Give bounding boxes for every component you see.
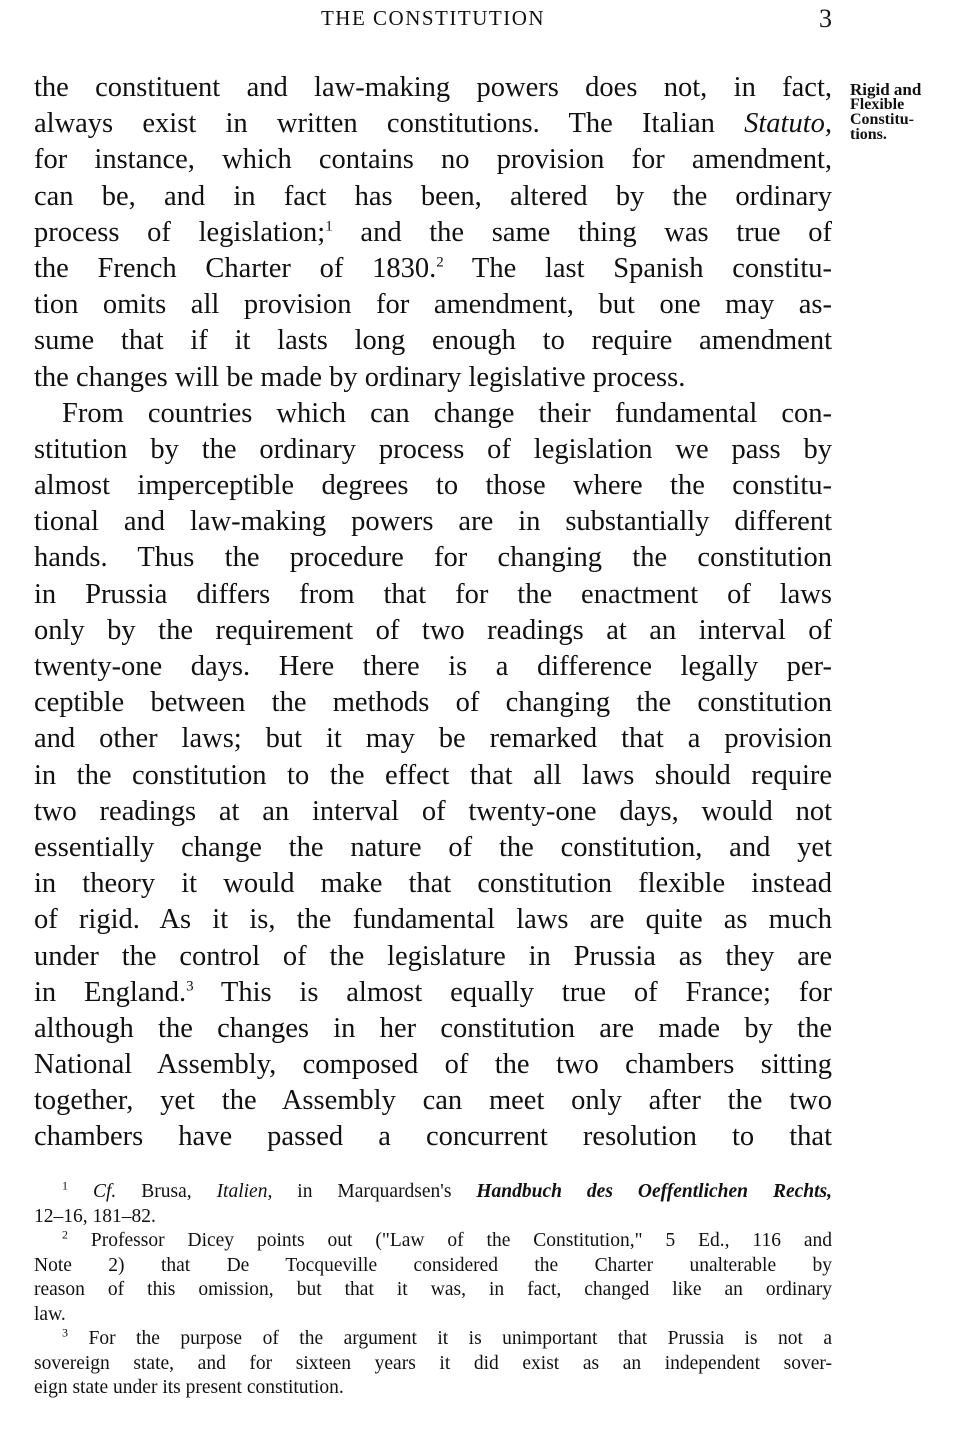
footnote-3 — [34, 1327, 832, 1352]
running-title: THE CONSTITUTION — [320, 6, 546, 30]
footnote-ref-2[interactable]: 2 — [436, 254, 444, 271]
body-text — [34, 70, 832, 1156]
footnote-italic: Handbuch des Oeffentlichen Rechts, — [476, 1181, 832, 1202]
body-line: although the changes in her constitution are made by the — [34, 1012, 832, 1044]
body-line-text: This is almost equally true of France; for — [193, 976, 832, 1008]
body-line — [34, 106, 832, 142]
body-line: only by the requirement of two readings at an interval of — [34, 614, 832, 646]
footnote-line: sovereign state, and for sixteen years it did exist as an independent sover- — [34, 1352, 832, 1374]
body-line: National Assembly, composed of the two chambers sitting — [34, 1049, 832, 1081]
margin-note-line: Flexible — [850, 96, 905, 113]
footnote-text: in Marquardsen's — [272, 1181, 477, 1202]
body-line — [34, 215, 832, 251]
body-line-text: in England. — [34, 976, 187, 1008]
footnote-italic: Italien, — [216, 1181, 273, 1202]
footnote-2 — [34, 1229, 832, 1254]
body-line: in Prussia differs from that for the enactment of laws — [34, 578, 832, 610]
footnote-mark: 2 — [62, 1227, 68, 1242]
body-line-text: and the same thing was true of — [332, 216, 832, 248]
body-line: almost imperceptible degrees to those where the constitu- — [34, 470, 832, 502]
body-line: essentially change the nature of the constitution, and yet — [34, 831, 832, 863]
body-line: can be, and in fact has been, altered by the ordinary — [34, 180, 832, 212]
margin-note — [850, 82, 962, 142]
footnote-text: Professor Dicey points out ("Law of the Constitution," 5 Ed., 116 and — [90, 1230, 833, 1251]
body-line: tional and law-making powers are in substantially different — [34, 506, 832, 538]
body-line-text: the French Charter of 1830. — [34, 252, 437, 284]
body-line: chambers have passed a concurrent resolution to that — [34, 1121, 832, 1153]
body-line: stitution by the ordinary process of legislation we pass by — [34, 433, 832, 465]
body-line: for instance, which contains no provision for amendment, — [34, 144, 832, 176]
body-line: in theory it would make that constitution flexible instead — [34, 868, 832, 900]
body-line: From countries which can change their fundamental con- — [62, 397, 832, 429]
body-line-text: The last Spanish constitu- — [443, 252, 832, 284]
footnote-line: eign state under its present constitution. — [34, 1377, 344, 1398]
body-line — [34, 251, 832, 287]
body-line: ceptible between the methods of changing the constitution — [34, 687, 832, 719]
body-line: tion omits all provision for amendment, but one may as- — [34, 289, 832, 321]
footnote-italic: Cf. — [92, 1181, 117, 1202]
page-number: 3 — [819, 4, 832, 33]
body-line: together, yet the Assembly can meet only after the two — [34, 1085, 832, 1117]
body-line: sume that if it lasts long enough to require amendment — [34, 325, 832, 357]
footnote-1 — [34, 1180, 832, 1205]
footnote-line: 12–16, 181–82. — [34, 1205, 156, 1227]
body-line: and other laws; but it may be remarked that a provision — [34, 723, 832, 755]
body-line-text: process of legislation; — [34, 216, 326, 248]
italic-statuto: Statuto, — [744, 108, 832, 140]
footnote-mark: 3 — [62, 1325, 68, 1340]
running-head — [34, 4, 832, 32]
body-line: under the control of the legislature in Prussia as they are — [34, 940, 832, 972]
body-line — [34, 975, 832, 1011]
body-line: hands. Thus the procedure for changing the constitution — [34, 542, 832, 574]
body-line: of rigid. As it is, the fundamental laws are quite as much — [34, 904, 832, 936]
body-line-text: always exist in written constitutions. The Italian — [34, 108, 745, 140]
margin-note-line: Constitu- — [850, 111, 915, 128]
body-line: the changes will be made by ordinary legislative process. — [34, 361, 686, 393]
footnote-line: law. — [34, 1303, 66, 1325]
body-line: twenty-one days. Here there is a difference legally per- — [34, 651, 832, 682]
body-line: in the constitution to the effect that all laws should require — [34, 759, 832, 791]
footnote-mark: 1 — [62, 1178, 68, 1193]
body-line: the constituent and law-making powers does not, in fact, — [34, 72, 832, 103]
footnote-text: Brusa, — [116, 1181, 217, 1202]
footnotes — [34, 1180, 832, 1401]
footnote-text: For the purpose of the argument it is unimportant that Prussia is not a — [88, 1328, 833, 1349]
margin-note-line: tions. — [850, 126, 887, 143]
body-line: two readings at an interval of twenty-one days, would not — [34, 795, 832, 827]
footnote-ref-3[interactable]: 3 — [186, 978, 194, 995]
footnote-line: reason of this omission, but that it was, in fact, changed like an ordinary — [34, 1279, 832, 1300]
footnote-line: Note 2) that De Tocqueville considered the Charter unalterable by — [34, 1254, 832, 1276]
footnote-ref-1[interactable]: 1 — [325, 218, 333, 235]
margin-note-line: Rigid and — [850, 80, 922, 99]
